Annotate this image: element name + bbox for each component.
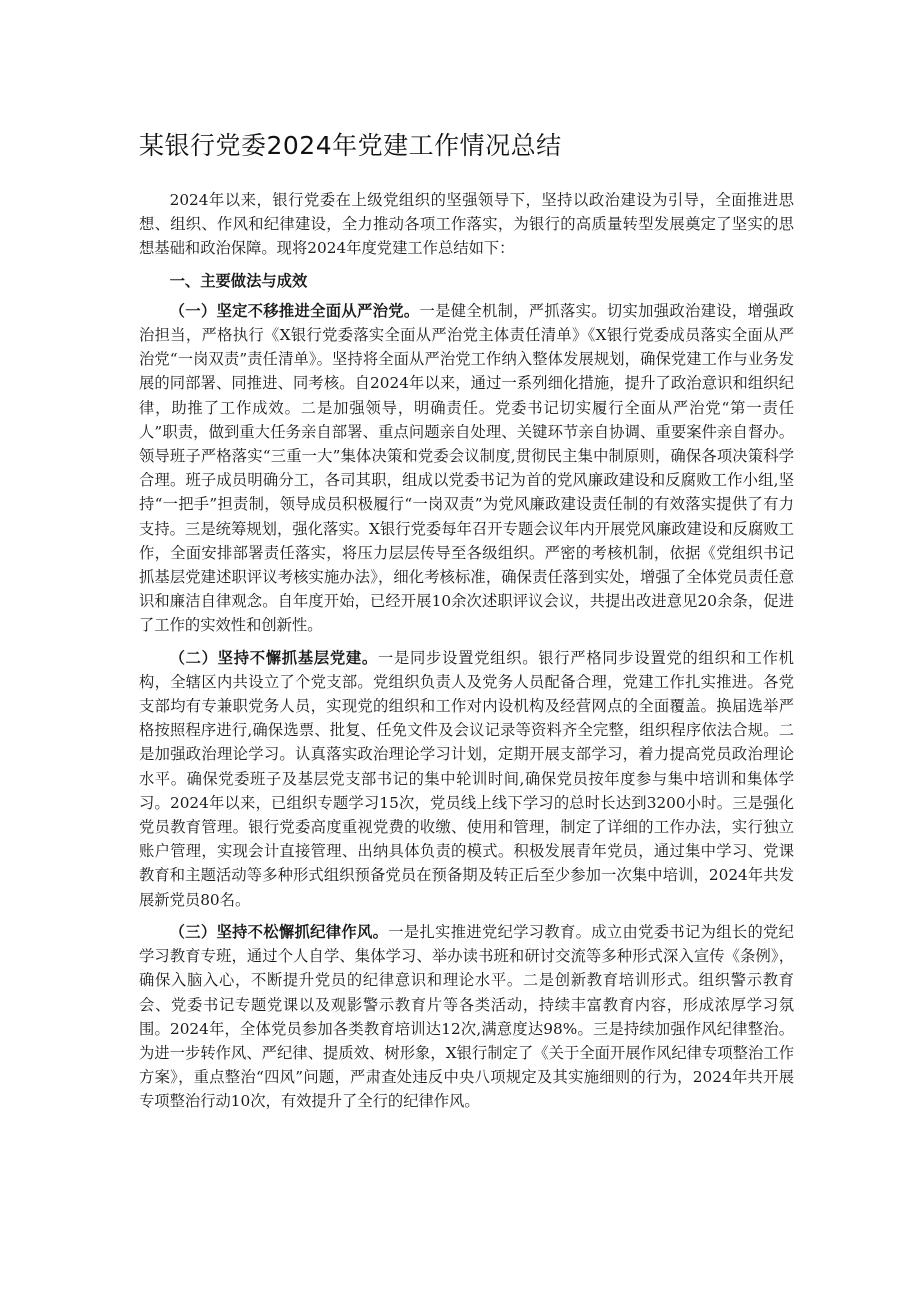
subsection-lead-1: （一）坚定不移推进全面从严治党。	[169, 301, 420, 320]
subsection-paragraph-2	[139, 646, 794, 912]
subsection-body-1: 一是健全机制，严抓落实。切实加强政治建设，增强政治担当，严格执行《X银行党委落实全面从严治党主体责任清单》《X银行党委成员落实全面从严治党“一岗双责”责任清单》。坚持将全面从严治党工作纳入整体发展规划，确保党建工作与业务发展的同部署、同推进、同考核。自2024年以来，通过一系列细化措施，提升了政治意识和组织纪律，助推了工作成效。二是加强领导，明确责任。党委书记切实履行全面从严治党“第一责任人”职责，做到重大任务亲自部署、重点问题亲自处理、关键环节亲自协调、重要案件亲自督办。领导班子严格落实“三重一大”集体决策和党委会议制度,贯彻民主集中制原则，确保各项决策科学合理。班子成员明确分工，各司其职，组成以党委书记为首的党风廉政建设和反腐败工作小组,坚持“一把手”担责制，领导成员积极履行“一岗双责”为党风廉政建设责任制的有效落实提供了有力支持。三是统筹规划，强化落实。X银行党委每年召开专题会议年内开展党风廉政建设和反腐败工作，全面安排部署责任落实，将压力层层传导至各级组织。严密的考核机制，依据《党组织书记抓基层党建述职评议考核实施办法》，细化考核标准，确保责任落到实处，增强了全体党员责任意识和廉洁自律观念。自年度开始，已经开展10余次述职评议会议，共提出改进意见20余条，促进了工作的实效性和创新性。	[139, 301, 794, 635]
subsection-body-3: 一是扎实推进党纪学习教育。成立由党委书记为组长的党纪学习教育专班，通过个人自学、集体学习、举办读书班和研讨交流等多种形式深入宣传《条例》，确保入脑入心，不断提升党员的纪律意识和理论水平。二是创新教育培训形式。组织警示教育会、党委书记专题党课以及观影警示教育片等各类活动，持续丰富教育内容，形成浓厚学习氛围。2024年，全体党员参加各类教育培训达12次,满意度达98%。三是持续加强作风纪律整治。为进一步转作风、严纪律、提质效、树形象，X银行制定了《关于全面开展作风纪律专项整治工作方案》，重点整治“四风”问题，严肃查处违反中央八项规定及其实施细则的行为，2024年共开展专项整治行动10次，有效提升了全行的纪律作风。	[139, 922, 794, 1111]
subsection-body-2: 一是同步设置党组织。银行严格同步设置党的组织和工作机构，全辖区内共设立了个党支部。党组织负责人及党务人员配备合理，党建工作扎实推进。各党支部均有专兼职党务人员，实现党的组织和工作对内设机构及经营网点的全面覆盖。换届选举严格按照程序进行,确保选票、批复、任免文件及会议记录等资料齐全完整，组织程序依法合规。二是加强政治理论学习。认真落实政治理论学习计划，定期开展支部学习，着力提高党员政治理论水平。确保党委班子及基层党支部书记的集中轮训时间,确保党员按年度参与集中培训和集体学习。2024年以来，已组织专题学习15次，党员线上线下学习的总时长达到3200小时。三是强化党员教育管理。银行党委高度重视党费的收缴、使用和管理，制定了详细的工作办法，实行独立账户管理，实现会计直接管理、出纳具体负责的模式。积极发展青年党员，通过集中学习、党课教育和主题活动等多种形式组织预备党员在预备期及转正后至少参加一次集中培训，2024年共发展新党员80名。	[139, 648, 794, 909]
subsection-lead-3: （三）坚持不松懈抓纪律作风。	[169, 922, 389, 941]
document-page	[139, 126, 794, 1122]
document-title: 某银行党委2024年党建工作情况总结	[139, 131, 562, 160]
subsection-paragraph-1	[139, 299, 794, 638]
subsection-paragraph-3	[139, 920, 794, 1114]
intro-paragraph: 2024年以来，银行党委在上级党组织的坚强领导下，坚持以政治建设为引导，全面推进思想、组织、作风和纪律建设，全力推动各项工作落实，为银行的高质量转型发展奠定了坚实的思想基础和政治保障。现将2024年度党建工作总结如下：	[139, 191, 794, 258]
subsection-lead-2: （二）坚持不懈抓基层党建。	[169, 648, 378, 667]
section-heading: 一、主要做法与成效	[169, 271, 308, 290]
